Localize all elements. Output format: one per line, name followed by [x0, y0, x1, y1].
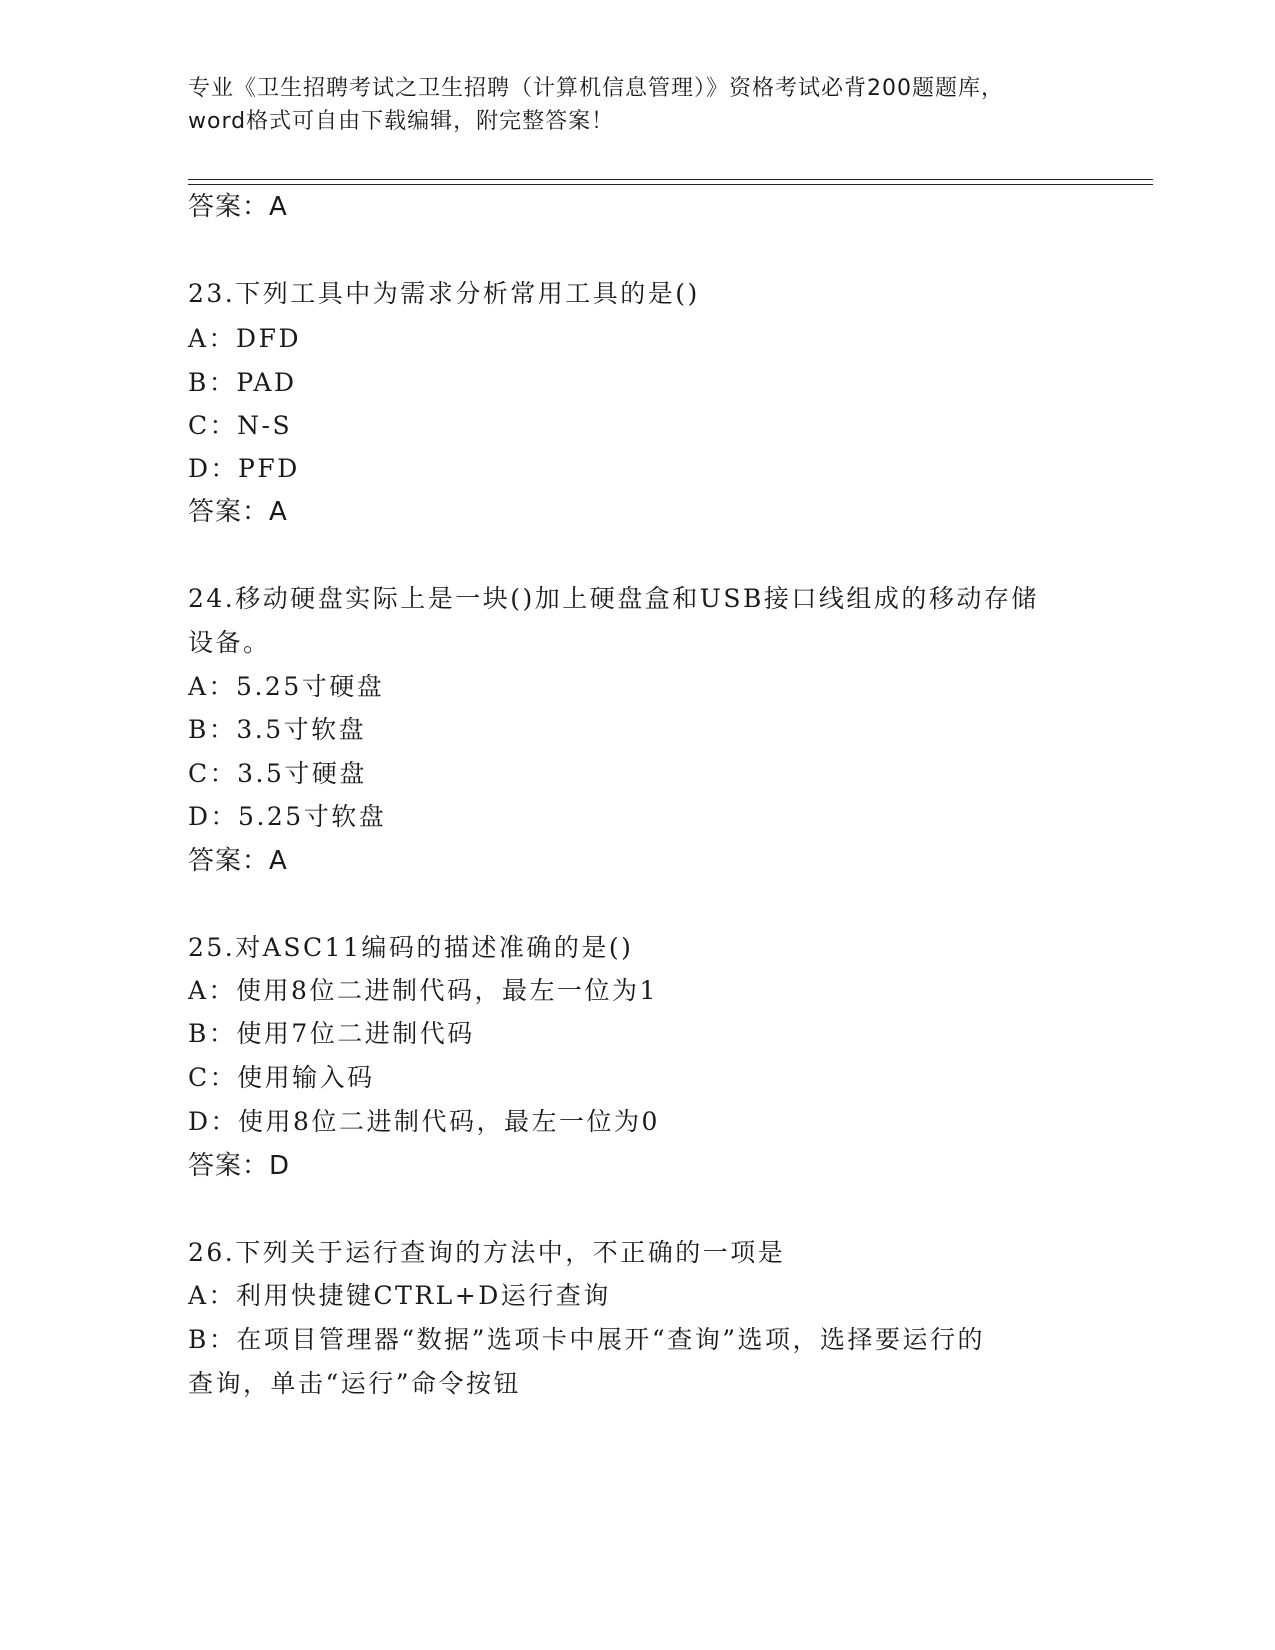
header-line-1: 专业《卫生招聘考试之卫生招聘（计算机信息管理）》资格考试必背200题题库，	[188, 76, 1004, 101]
option-c: C：使用输入码	[188, 1063, 375, 1092]
option-a: A：使用8位二进制代码，最左一位为1	[188, 976, 658, 1005]
option-b: B：PAD	[188, 368, 297, 397]
option-d: D：5.25寸软盘	[188, 802, 387, 831]
document-header	[188, 72, 1078, 138]
option-c: C：3.5寸硬盘	[188, 759, 367, 788]
option-b: B：在项目管理器“数据”选项卡中展开“查询”选项，选择要运行的	[188, 1325, 985, 1354]
question-stem: 26.下列关于运行查询的方法中，不正确的一项是	[188, 1238, 786, 1267]
option-b-continued: 查询，单击“运行”命令按钮	[188, 1369, 522, 1398]
option-d: D：PFD	[188, 454, 300, 483]
answer-line: 答案：A	[188, 846, 288, 876]
option-a: A：利用快捷键CTRL+D运行查询	[188, 1281, 611, 1310]
option-d: D：使用8位二进制代码，最左一位为0	[188, 1107, 660, 1136]
answer-line: 答案：A	[188, 497, 288, 527]
option-b: B：使用7位二进制代码	[188, 1019, 475, 1048]
header-line-2: word格式可自由下载编辑，附完整答案！	[188, 109, 615, 134]
header-divider-top	[188, 179, 1153, 180]
question-stem-continued: 设备。	[188, 628, 271, 657]
question-stem: 24.移动硬盘实际上是一块()加上硬盘盒和USB接口线组成的移动存储	[188, 584, 1039, 613]
answer-line: 答案：D	[188, 1151, 291, 1181]
question-stem: 25.对ASC11编码的描述准确的是()	[188, 933, 634, 962]
option-a: A：5.25寸硬盘	[188, 672, 385, 701]
option-a: A：DFD	[188, 324, 301, 353]
header-divider-bottom	[188, 184, 1153, 185]
option-b: B：3.5寸软盘	[188, 715, 367, 744]
question-stem: 23.下列工具中为需求分析常用工具的是()	[188, 279, 700, 308]
answer-line: 答案：A	[188, 192, 288, 222]
option-c: C：N-S	[188, 411, 293, 440]
